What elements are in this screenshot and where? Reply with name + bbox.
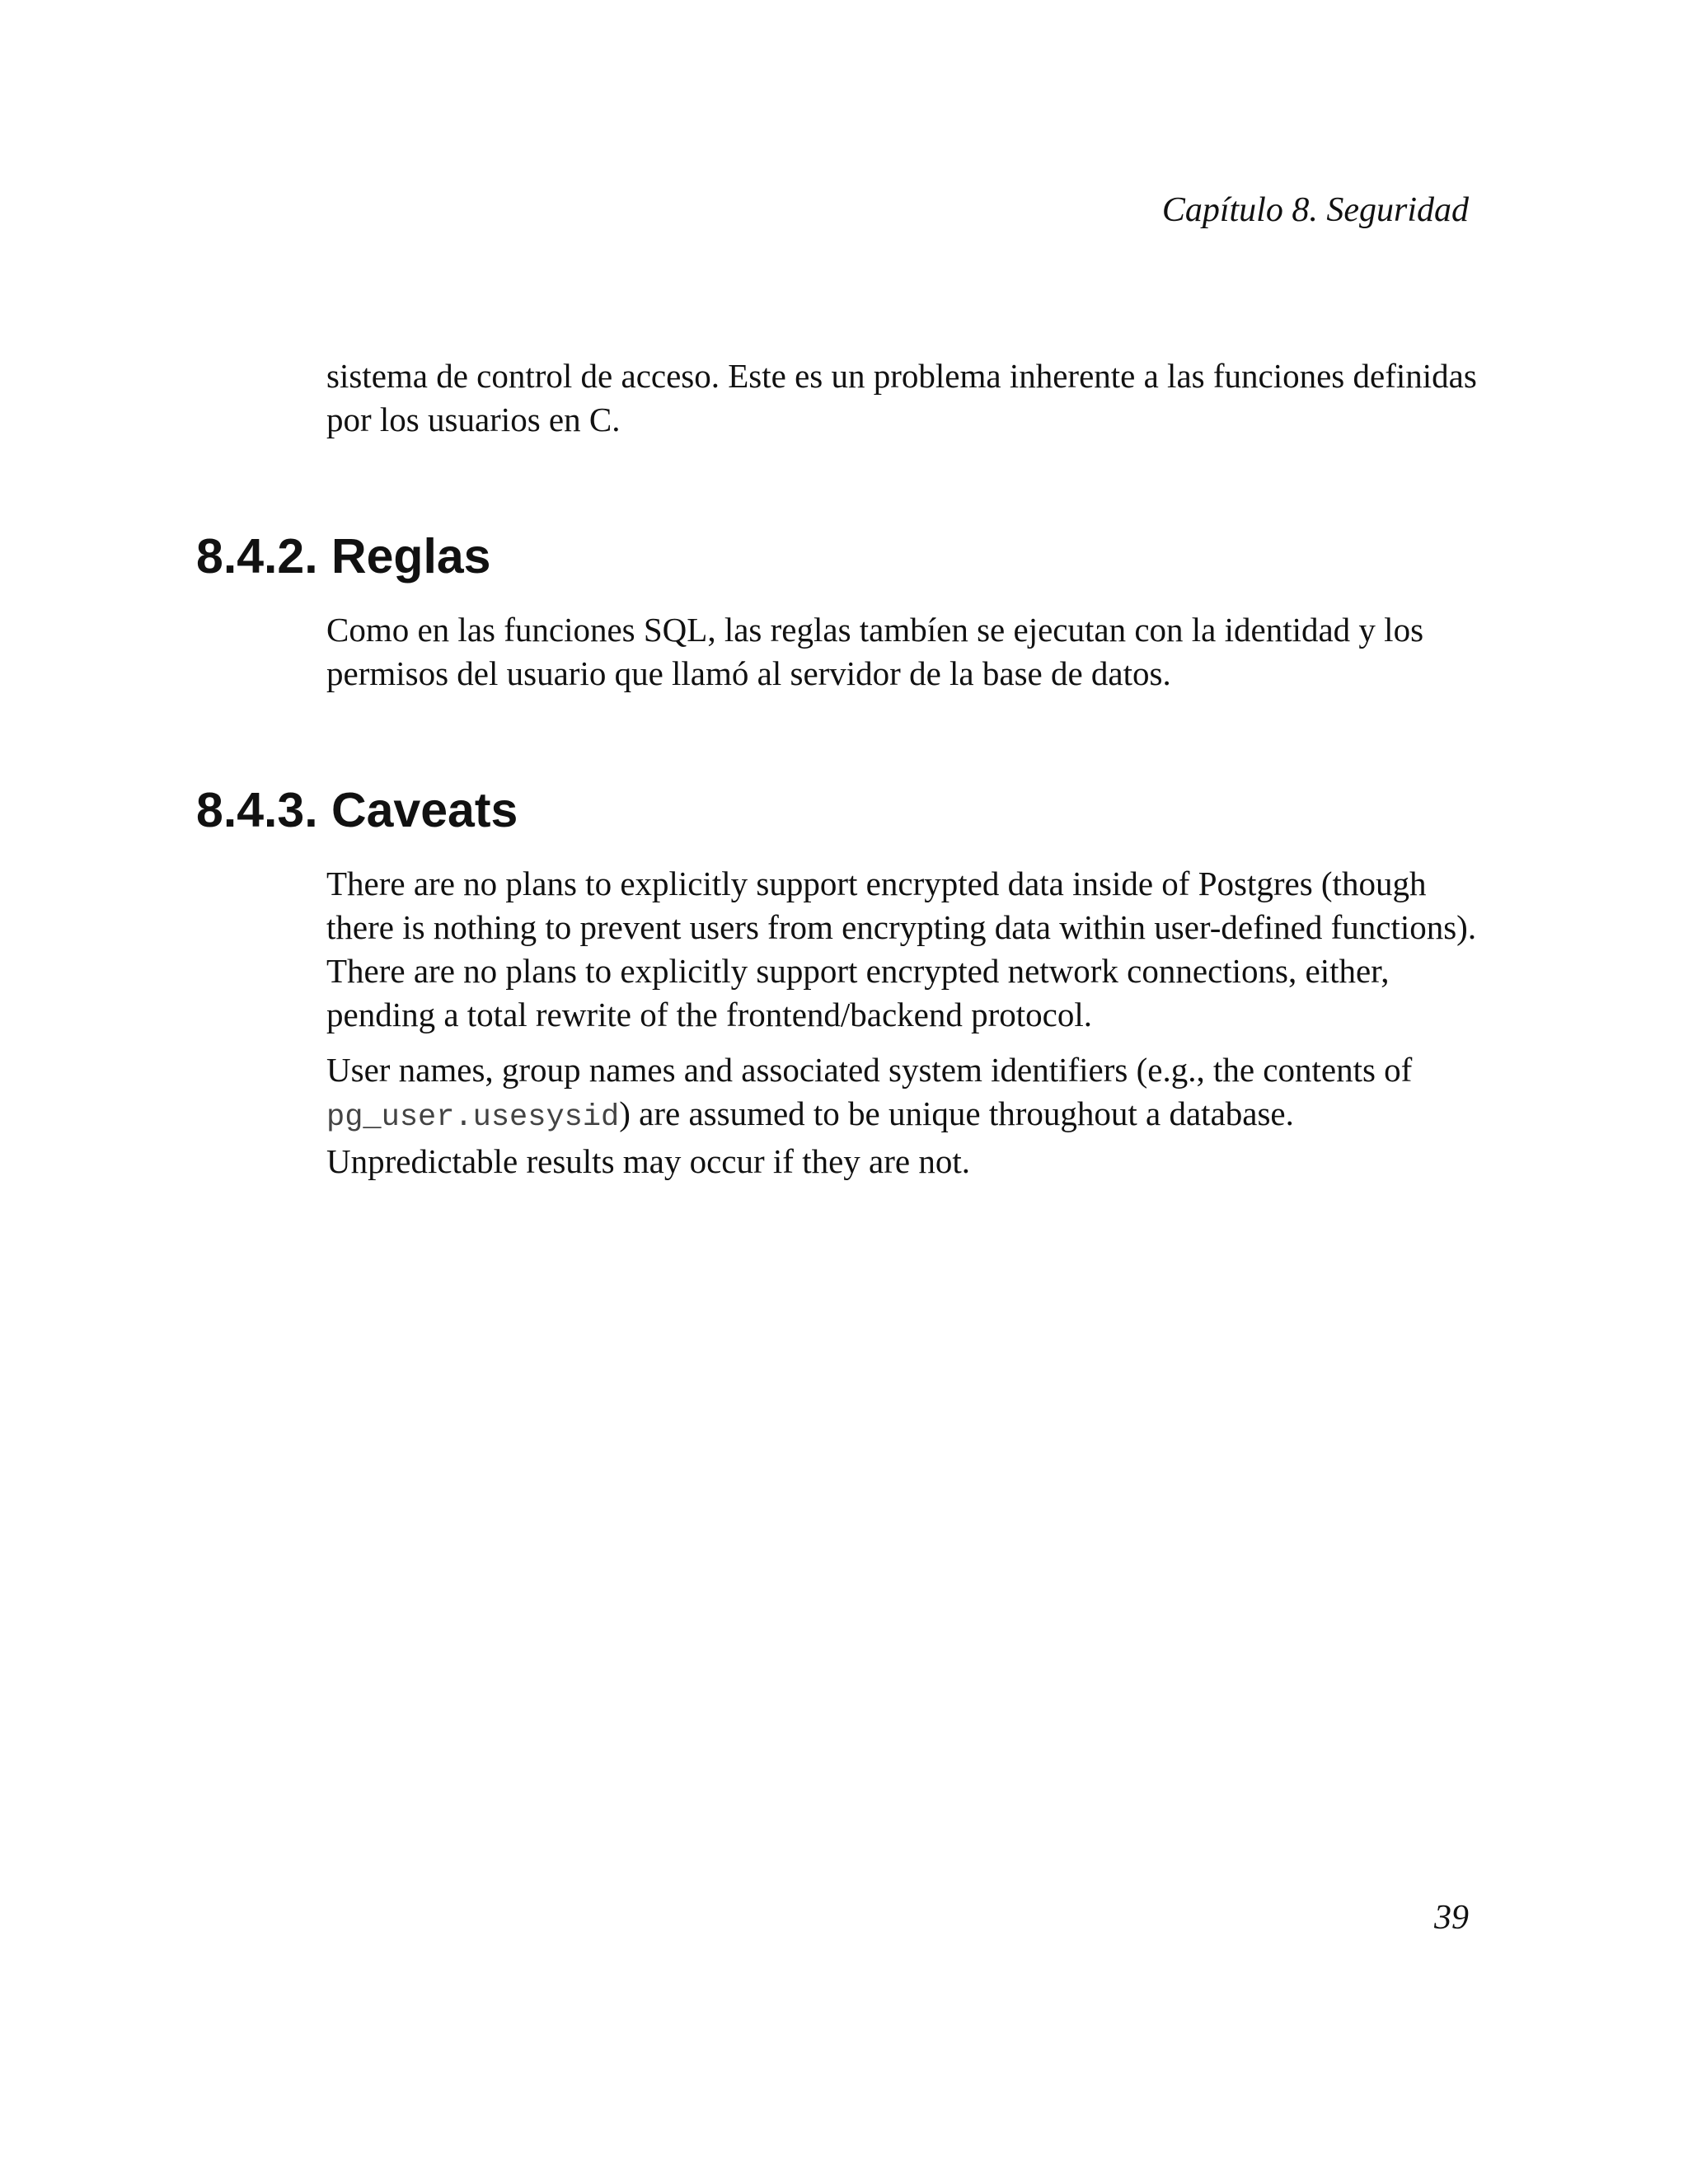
page-number: 39 [1434,1899,1469,1937]
section-heading-reglas: 8.4.2. Reglas [196,529,491,583]
paragraph-text: Como en las funciones SQL, las reglas tambíen se ejecutan con la identidad y los permisos del usuario que llamó al servidor de la base de datos. [326,611,1424,692]
paragraph-text [326,1048,1480,1183]
section-heading-caveats: 8.4.3. Caveats [196,783,518,837]
caveats-paragraph-1 [326,862,1480,1037]
code-identifier: pg_user.usesysid [326,1100,620,1135]
reglas-paragraph [326,608,1480,696]
text-before-code: User names, group names and associated system identifiers (e.g., the contents of [326,1051,1413,1089]
paragraph-text: There are no plans to explicitly support encrypted data inside of Postgres (though there is nothing to prevent users from encrypting data within user-defined functions). There are no plans to explicitly support encrypted network connections, either, pending a total rewrite of the frontend/backend protocol. [326,865,1477,1033]
continuation-paragraph [326,354,1480,442]
running-header: Capítulo 8. Seguridad [1161,191,1469,229]
paragraph-text: sistema de control de acceso. Este es un problema inherente a las funciones definidas por los usuarios en C. [326,357,1477,438]
caveats-paragraph-2 [326,1048,1480,1183]
text-after-code: ) are assumed to be unique throughout a database. Unpredictable results may occur if they are not. [326,1094,1294,1180]
